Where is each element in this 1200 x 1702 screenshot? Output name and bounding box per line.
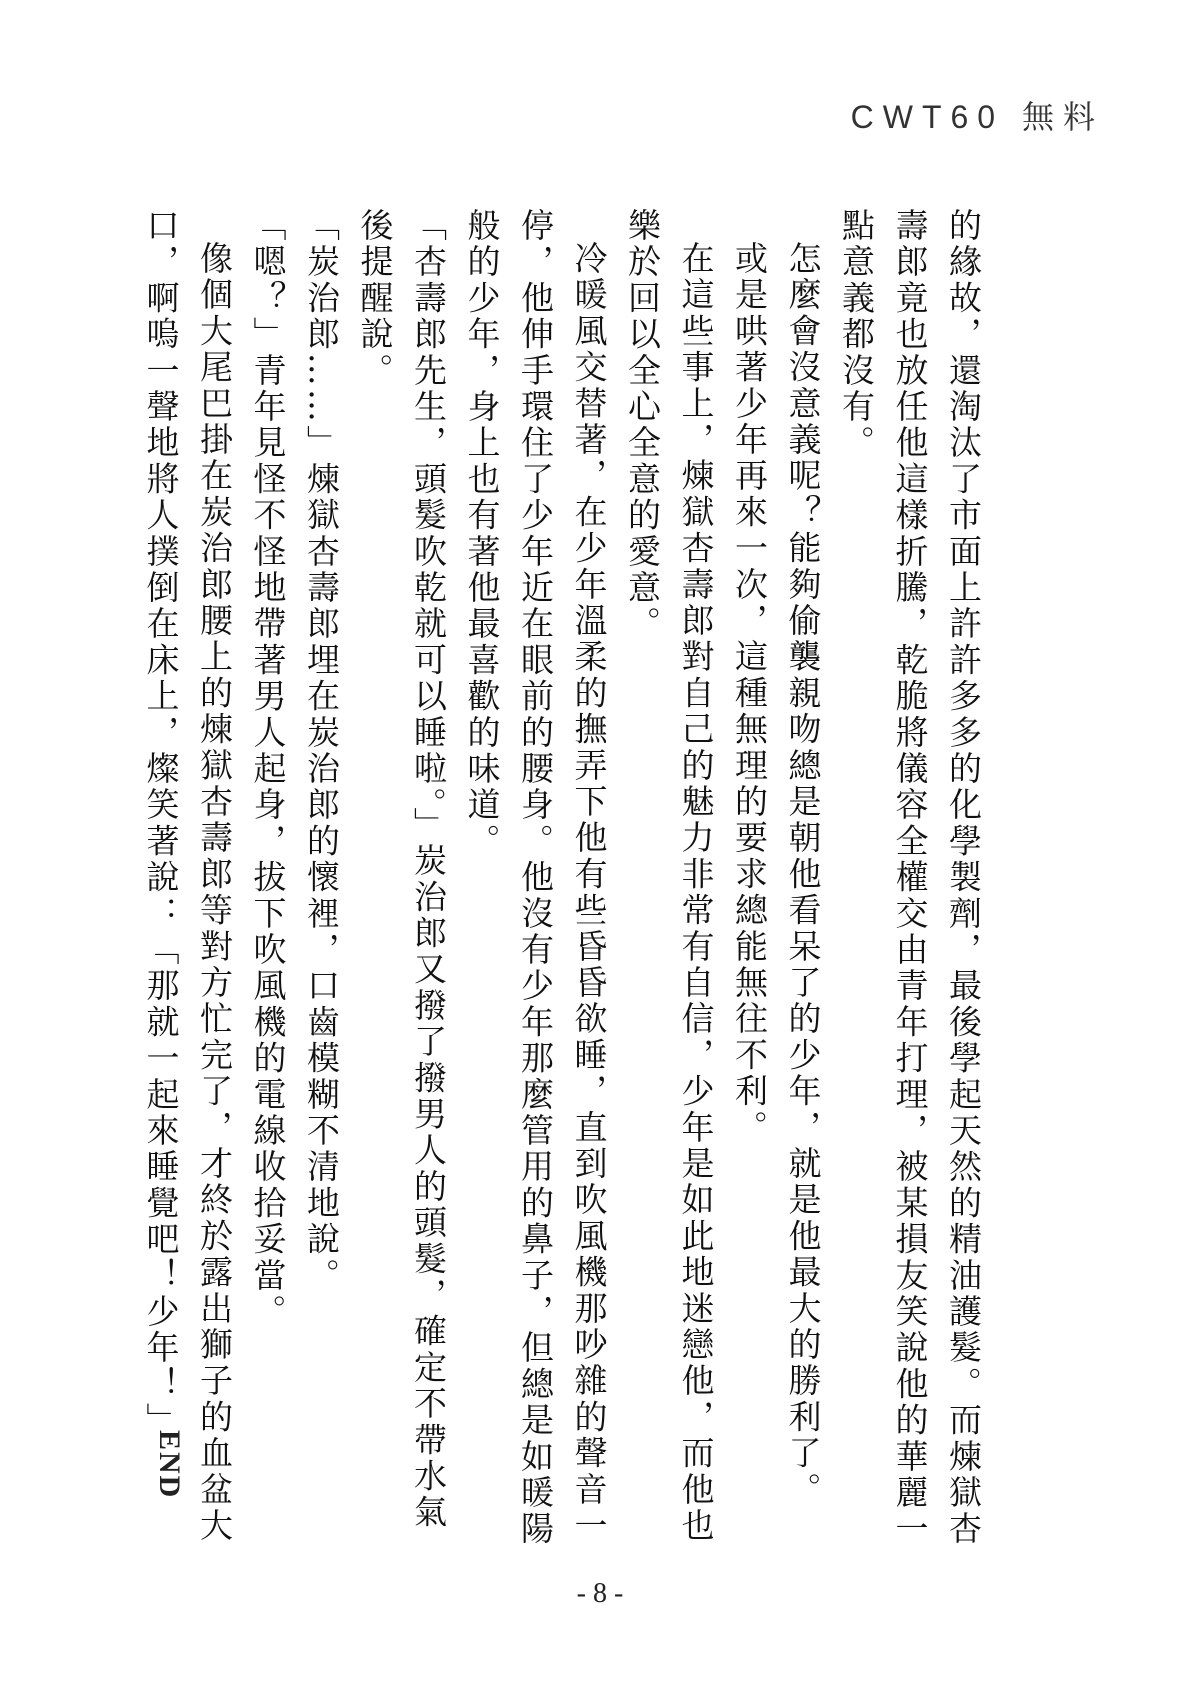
- paragraph-9: 像個大尾巴掛在炭治郎腰上的煉獄杏壽郎等對方忙完了，才終於露出獅子的血盆大口，啊嗚一聲地將人撲倒在床上，燦笑著說：「那就一起來睡覺吧！少年！」: [141, 208, 234, 1545]
- paragraph-6: 「杏壽郎先生，頭髮吹乾就可以睡啦。」炭治郎又撥了撥男人的頭髮，確定不帶水氣後提醒說。: [355, 208, 448, 1531]
- vertical-body-text: [90, 208, 990, 1558]
- paragraph-8: 「嗯？」青年見怪不怪地帶著男人起身，拔下吹風機的電線收拾妥當。: [248, 208, 288, 1331]
- paragraph-4: 在這些事上，煉獄杏壽郎對自己的魅力非常有自信，少年是如此地迷戀他，而他也樂於回以全心全意的愛意。: [623, 208, 716, 1545]
- paragraph-2: 怎麼會沒意義呢？能夠偷襲親吻總是朝他看呆了的少年，就是他最大的勝利了。: [783, 241, 823, 1508]
- end-mark: END: [153, 1430, 186, 1500]
- page-number: - 8 -: [576, 1578, 624, 1609]
- paragraph-3: 或是哄著少年再來一次，這種無理的要求總能無往不利。: [730, 241, 769, 1146]
- header-title: CWT60 無料: [850, 99, 1104, 135]
- paragraph-5: 冷暖風交替著，在少年溫柔的撫弄下他有些昏昏欲睡，直到吹風機那吵雜的聲音一停，他伸手環住了少年近在眼前的腰身。他沒有少年那麼管用的鼻子，但總是如暖陽般的少年，身上也有著他最喜歡的味道。: [462, 208, 609, 1548]
- paragraph-1: 的緣故，還淘汰了市面上許許多多的化學製劑，最後學起天然的精油護髮。而煉獄杏壽郎竟也放任他這樣折騰，乾脆將儀容全權交由青年打理，被某損友笑說他的華麗一點意義都沒有。: [837, 208, 983, 1548]
- paragraph-7: 「炭治郎……」煉獄杏壽郎埋在炭治郎的懷裡，口齒模糊不清地說。: [302, 208, 341, 1294]
